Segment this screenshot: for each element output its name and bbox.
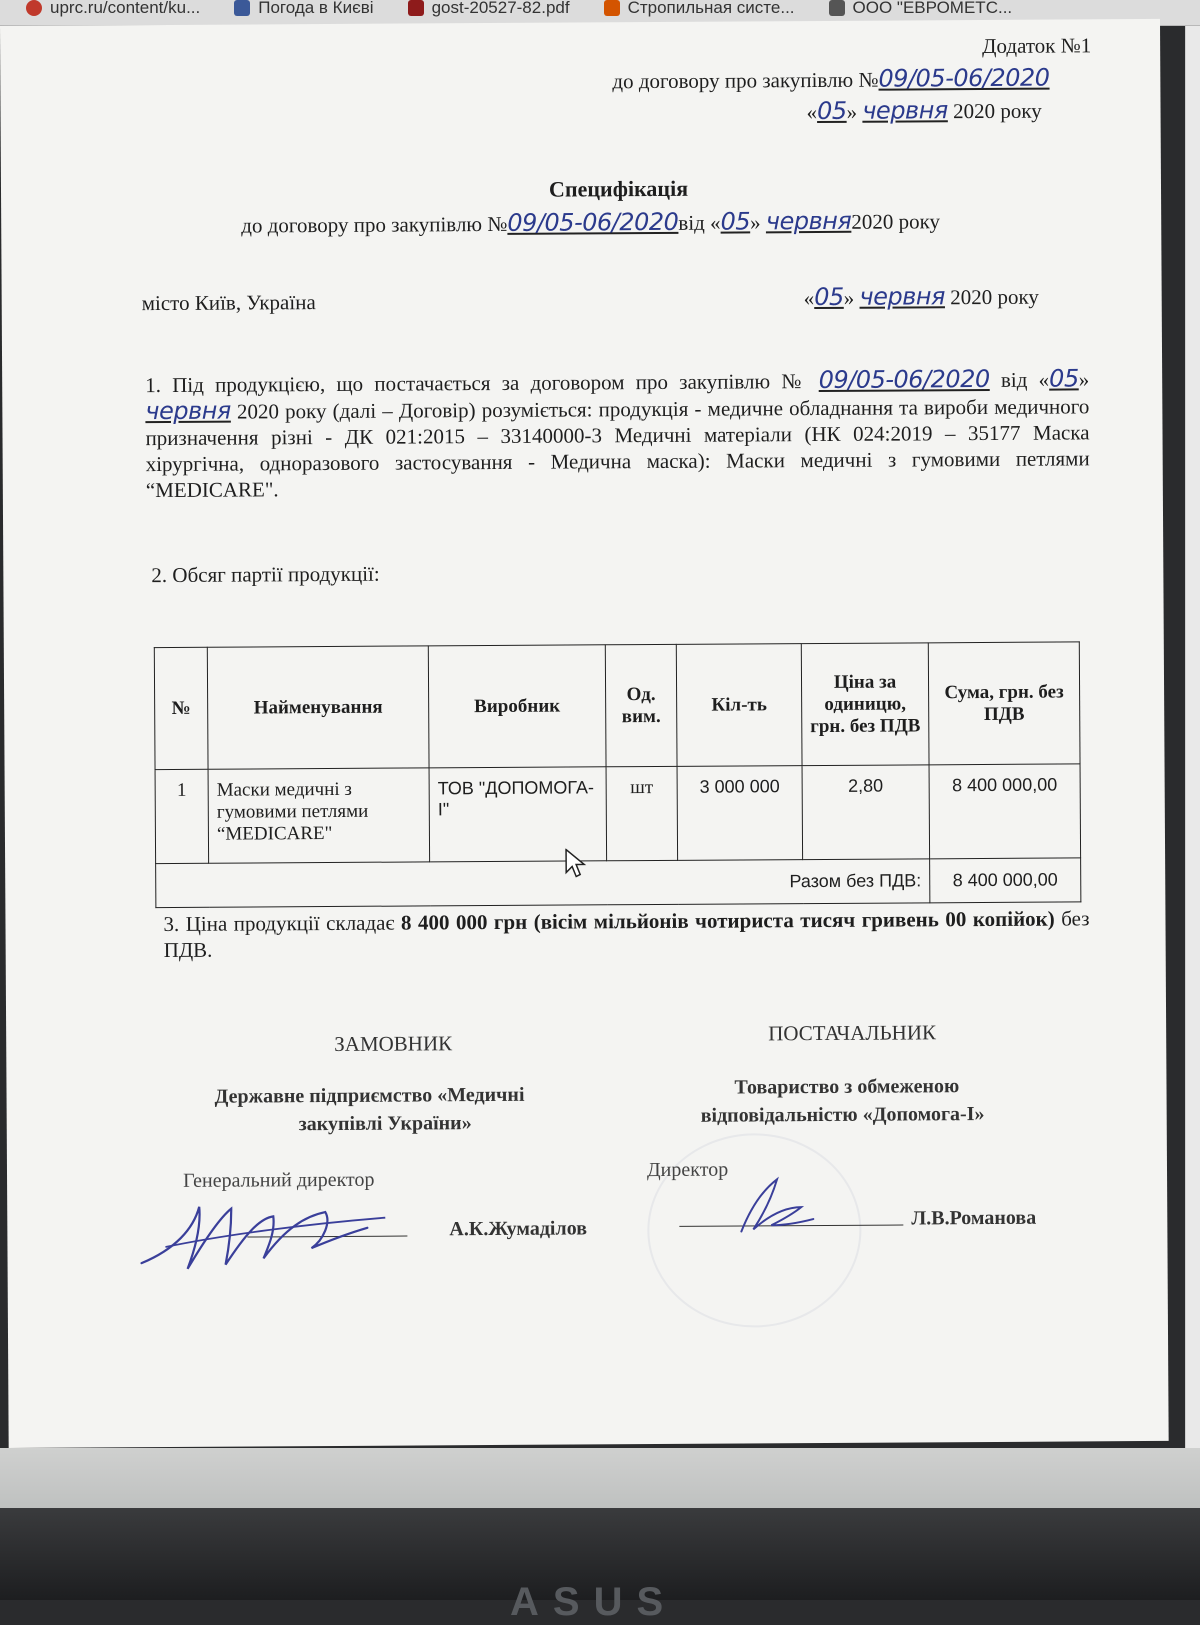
globe-icon [26, 0, 42, 16]
title-contract-text: до договору про закупівлю № [241, 211, 508, 238]
place-month: червня [859, 282, 946, 311]
bookmark-item[interactable] [604, 0, 795, 18]
header-contract-number: 09/05-06/2020 [878, 63, 1050, 93]
title-contract-number: 09/05-06/2020 [507, 207, 679, 237]
section-1 [145, 365, 1090, 503]
customer-org-line-2: закупівлі України» [298, 1112, 472, 1136]
header-year: 2020 року [952, 98, 1042, 124]
place-date [804, 282, 1039, 313]
cell-maker: ТОВ "ДОПОМОГА-І" [429, 767, 607, 862]
bookmark-icon [604, 0, 620, 16]
header-contract-text: до договору про закупівлю № [612, 67, 879, 94]
title-month: червня [765, 206, 852, 236]
place-day: 05 [814, 282, 844, 312]
section-1-body: 2020 року (далі – Договір) розуміється: продукція - медичне обладнання та вироби медичного призначення різні - ДК 021:2015 – 33140000-3 Медичні матеріали (НК 024:2019 – 35177 Маска хірургічна, одноразового застосування - Медична маска): [145, 394, 1090, 477]
column-header-qty: Кіл-ть [676, 644, 802, 767]
total-value: 8 400 000,00 [930, 858, 1081, 903]
bookmark-label: Погода в Києві [258, 0, 374, 17]
section-1-month: червня [145, 396, 231, 426]
supplier-org-line-1: Товариство з обмеженою [734, 1075, 960, 1099]
weather-icon [234, 0, 250, 16]
supplier-name: Л.В.Романова [911, 1206, 1037, 1230]
place-year: 2020 року [950, 284, 1039, 310]
place-date-open: « [803, 286, 815, 311]
customer-signature [135, 1188, 396, 1280]
section-1-close: » [1078, 367, 1090, 392]
header-month: червня [862, 96, 948, 125]
title-day: 05 [720, 207, 751, 236]
place-date-close: » [843, 285, 855, 310]
document-title: Специфікація [548, 175, 689, 202]
column-header-no: № [154, 647, 208, 769]
column-header-name: Найменування [207, 646, 429, 769]
bookmark-label: uprc.ru/content/ku... [50, 0, 201, 17]
bookmark-label: gost-20527-82.pdf [431, 0, 570, 17]
annex-label: Додаток №1 [982, 33, 1092, 59]
document-page [0, 19, 1169, 1448]
bookmark-item[interactable] [829, 0, 1013, 18]
monitor-brand-logo: ASUS [510, 1580, 678, 1624]
section-3-amount: 8 400 000 грн (вісім мільйонів чотириста тисяч гривень 00 копійок) [400, 906, 1055, 935]
supplier-title: Директор [646, 1158, 729, 1182]
header-contract-line [612, 64, 1049, 96]
supplier-role: ПОСТАЧАЛЬНИК [768, 1020, 937, 1046]
section-3-intro: 3. Ціна продукції складає [163, 910, 395, 937]
bookmark-label: ООО "ЕВРОМЕТС... [852, 0, 1013, 17]
title-contract-line [241, 206, 940, 240]
mouse-cursor-icon [565, 848, 587, 880]
header-day: 05 [816, 96, 847, 126]
customer-name: А.К.Жумаділов [449, 1217, 588, 1241]
header-date-close: » [846, 99, 858, 124]
bookmark-item[interactable] [408, 0, 570, 18]
bookmark-item[interactable] [26, 0, 200, 18]
section-1-intro: 1. Під продукцією, що постачається за договором про закупівлю № [145, 369, 808, 398]
header-date-line [806, 96, 1041, 127]
specification-table [154, 641, 1082, 908]
city-label: місто Київ, Україна [141, 290, 316, 316]
column-header-sum: Сума, грн. без ПДВ [928, 642, 1080, 765]
column-header-price: Ціна за одиницю, грн. без ПДВ [801, 643, 929, 766]
bookmark-label: Стропильная систе... [627, 0, 795, 17]
section-3 [163, 905, 1089, 963]
total-label: Разом без ПДВ: [156, 859, 930, 908]
customer-role: ЗАМОВНИК [334, 1031, 453, 1056]
monitor-screen-edge [0, 1448, 1200, 1508]
cell-sum: 8 400 000,00 [929, 764, 1081, 859]
customer-org-line-1: Державне підприємство «Медичні [214, 1083, 525, 1108]
cell-no: 1 [155, 769, 209, 863]
cell-name: Маски медичні з гумовими петлями “MEDICARE" [208, 768, 430, 863]
customer-title: Генеральний директор [182, 1168, 375, 1192]
section-1-day: 05 [1049, 364, 1079, 393]
table-total-row [156, 858, 1081, 908]
cell-unit: шт [606, 766, 678, 860]
section-1-product: Маски медичні з гумовими петлями “MEDICARE". [145, 446, 1090, 503]
cell-qty: 3 000 000 [677, 766, 803, 861]
column-header-maker: Виробник [428, 645, 606, 768]
section-1-contract-number: 09/05-06/2020 [818, 364, 990, 395]
section-1-from: від « [1000, 367, 1050, 392]
section-2-label: 2. Обсяг партії продукції: [151, 561, 380, 588]
title-close: » [750, 210, 761, 235]
title-year: 2020 року [851, 209, 941, 234]
pdf-icon [408, 0, 424, 16]
bookmark-item[interactable] [234, 0, 373, 18]
supplier-org-line-2: відповідальністю «Допомога-І» [700, 1103, 985, 1127]
vertical-scrollbar[interactable] [1185, 26, 1200, 1448]
title-from: від « [678, 210, 721, 235]
section-3-tail: без ПДВ. [163, 906, 1090, 963]
header-date-open: « [806, 100, 818, 125]
supplier-signature [731, 1171, 821, 1242]
table-row [155, 764, 1081, 864]
column-header-unit: Од. вим. [605, 644, 677, 766]
bookmark-icon [829, 0, 845, 16]
cell-price: 2,80 [802, 765, 930, 860]
